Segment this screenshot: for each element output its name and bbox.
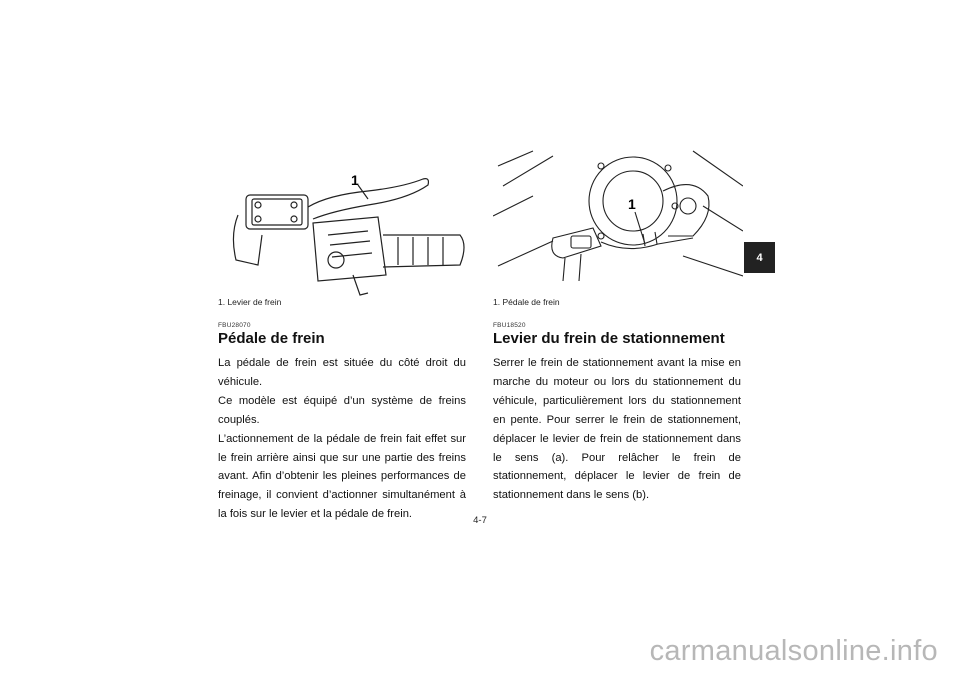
watermark: carmanualsonline.info: [649, 635, 938, 667]
paragraph: Serrer le frein de stationnement avant la mise en marche du moteur ou lors du stationnement du véhicule, particulièrement lors du stationnement en pente. Pour serrer le frein de stationnement, déplacer le levier de frein de stationnement dans le sens (a). Pour relâcher le frein de stationnement, déplacer le levier de frein de stationnement dans le sens (b).: [493, 357, 741, 502]
page-number: 4-7: [473, 515, 487, 526]
section-body: [493, 354, 741, 505]
figure-caption: 1. Pédale de frein: [493, 297, 560, 307]
section-body: [218, 354, 466, 524]
section-code: FBU18520: [493, 322, 526, 329]
figure-callout-1: 1: [628, 196, 636, 212]
paragraph: Ce modèle est équipé d’un système de freins couplés.: [218, 394, 466, 426]
paragraph: L’actionnement de la pédale de frein fait effet sur le frein arrière ainsi que sur une partie des freins avant. Afin d’obtenir les pleines performances de freinage, il convient d’actionner simultanément à la fois sur le levier et la pédale de frein.: [218, 432, 466, 521]
chapter-tab: 4: [744, 242, 775, 273]
section-heading: Levier du frein de stationnement: [493, 330, 725, 347]
paragraph: La pédale de frein est située du côté droit du véhicule.: [218, 357, 466, 388]
brake-pedal-illustration: [493, 146, 743, 286]
section-code: FBU28070: [218, 322, 251, 329]
brake-lever-illustration: [218, 165, 468, 305]
section-heading: Pédale de frein: [218, 330, 325, 347]
figure-caption: 1. Levier de frein: [218, 297, 282, 307]
figure-callout-1: 1: [351, 172, 359, 188]
